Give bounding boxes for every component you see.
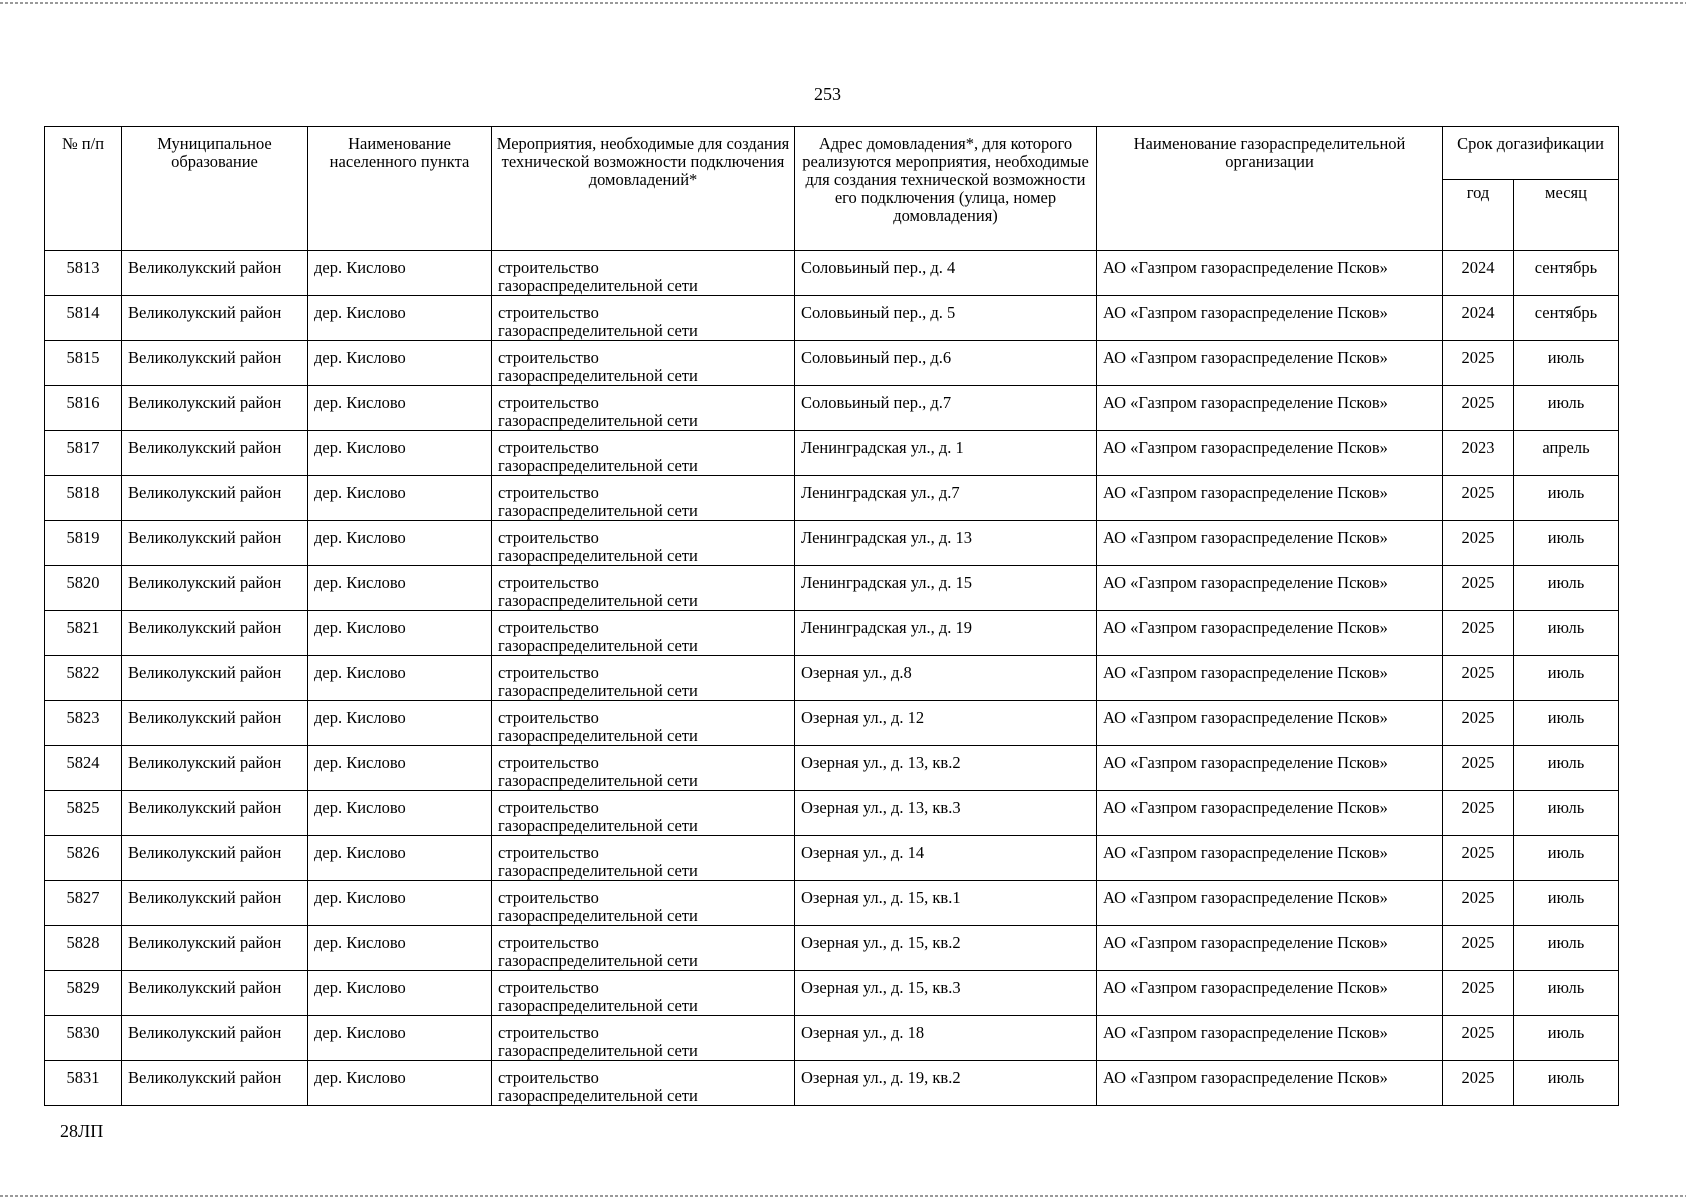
month-cell: июль (1514, 836, 1619, 881)
row-number: 5824 (45, 746, 122, 791)
organization-cell: АО «Газпром газораспределение Псков» (1097, 926, 1443, 971)
table-row (45, 431, 1619, 476)
table-row (45, 521, 1619, 566)
measure-line: строительство (498, 978, 599, 997)
month-cell: июль (1514, 341, 1619, 386)
header-organization: Наименование газораспределительной организации (1097, 127, 1443, 251)
measure-line: газораспределительной сети (498, 276, 698, 295)
year-cell: 2024 (1443, 296, 1514, 341)
month-cell: июль (1514, 656, 1619, 701)
month-cell: июль (1514, 521, 1619, 566)
measure-line: строительство (498, 1068, 599, 1087)
address-cell: Ленинградская ул., д. 19 (795, 611, 1097, 656)
measure-line: газораспределительной сети (498, 771, 698, 790)
measure-line: газораспределительной сети (498, 546, 698, 565)
year-cell: 2025 (1443, 521, 1514, 566)
year-cell: 2025 (1443, 566, 1514, 611)
organization-cell: АО «Газпром газораспределение Псков» (1097, 521, 1443, 566)
row-number: 5821 (45, 611, 122, 656)
row-number: 5813 (45, 251, 122, 296)
table-row (45, 341, 1619, 386)
row-number: 5820 (45, 566, 122, 611)
measure-line: строительство (498, 663, 599, 682)
measure-line: строительство (498, 708, 599, 727)
year-cell: 2025 (1443, 1061, 1514, 1106)
measure-line: газораспределительной сети (498, 816, 698, 835)
measure-line: строительство (498, 438, 599, 457)
table-row (45, 251, 1619, 296)
measure-line: строительство (498, 393, 599, 412)
year-cell: 2025 (1443, 881, 1514, 926)
table-row (45, 1061, 1619, 1106)
table-row (45, 791, 1619, 836)
scan-edge-bottom (0, 1195, 1686, 1197)
settlement-cell: дер. Кислово (308, 296, 492, 341)
measure-line: газораспределительной сети (498, 726, 698, 745)
year-cell: 2025 (1443, 926, 1514, 971)
address-cell: Соловьиный пер., д.7 (795, 386, 1097, 431)
municipality-cell: Великолукский район (122, 296, 308, 341)
measure-cell (492, 1016, 795, 1061)
month-cell: июль (1514, 476, 1619, 521)
footer-code: 28ЛП (60, 1121, 104, 1141)
municipality-cell: Великолукский район (122, 341, 308, 386)
month-cell: июль (1514, 611, 1619, 656)
table-row (45, 296, 1619, 341)
organization-cell: АО «Газпром газораспределение Псков» (1097, 296, 1443, 341)
organization-cell: АО «Газпром газораспределение Псков» (1097, 611, 1443, 656)
municipality-cell: Великолукский район (122, 881, 308, 926)
settlement-cell: дер. Кислово (308, 791, 492, 836)
measure-line: строительство (498, 483, 599, 502)
table-row (45, 566, 1619, 611)
month-cell: июль (1514, 791, 1619, 836)
measure-cell (492, 431, 795, 476)
measure-cell (492, 926, 795, 971)
measure-line: строительство (498, 573, 599, 592)
month-cell: июль (1514, 746, 1619, 791)
year-cell: 2023 (1443, 431, 1514, 476)
measure-line: строительство (498, 843, 599, 862)
month-cell: июль (1514, 1061, 1619, 1106)
measure-cell (492, 611, 795, 656)
measure-cell (492, 1061, 795, 1106)
settlement-cell: дер. Кислово (308, 251, 492, 296)
address-cell: Озерная ул., д. 13, кв.2 (795, 746, 1097, 791)
address-cell: Ленинградская ул., д. 15 (795, 566, 1097, 611)
address-cell: Озерная ул., д. 18 (795, 1016, 1097, 1061)
table-row (45, 836, 1619, 881)
year-cell: 2025 (1443, 971, 1514, 1016)
year-cell: 2025 (1443, 701, 1514, 746)
year-cell: 2024 (1443, 251, 1514, 296)
settlement-cell: дер. Кислово (308, 971, 492, 1016)
table-row (45, 611, 1619, 656)
municipality-cell: Великолукский район (122, 386, 308, 431)
year-cell: 2025 (1443, 386, 1514, 431)
municipality-cell: Великолукский район (122, 746, 308, 791)
measure-cell (492, 881, 795, 926)
measure-line: строительство (498, 798, 599, 817)
row-number: 5830 (45, 1016, 122, 1061)
settlement-cell: дер. Кислово (308, 656, 492, 701)
settlement-cell: дер. Кислово (308, 431, 492, 476)
measure-line: газораспределительной сети (498, 591, 698, 610)
row-number: 5818 (45, 476, 122, 521)
row-number: 5814 (45, 296, 122, 341)
measure-line: строительство (498, 753, 599, 772)
row-number: 5831 (45, 1061, 122, 1106)
month-cell: июль (1514, 701, 1619, 746)
header-num: № п/п (45, 127, 122, 251)
organization-cell: АО «Газпром газораспределение Псков» (1097, 566, 1443, 611)
address-cell: Озерная ул., д. 14 (795, 836, 1097, 881)
measure-line: газораспределительной сети (498, 411, 698, 430)
municipality-cell: Великолукский район (122, 926, 308, 971)
organization-cell: АО «Газпром газораспределение Псков» (1097, 1061, 1443, 1106)
month-cell: июль (1514, 1016, 1619, 1061)
municipality-cell: Великолукский район (122, 1061, 308, 1106)
measure-line: строительство (498, 1023, 599, 1042)
measure-cell (492, 656, 795, 701)
month-cell: июль (1514, 971, 1619, 1016)
municipality-cell: Великолукский район (122, 701, 308, 746)
header-deadline: Срок догазификации (1443, 127, 1619, 180)
municipality-cell: Великолукский район (122, 251, 308, 296)
table-body (45, 251, 1619, 1106)
municipality-cell: Великолукский район (122, 431, 308, 476)
address-cell: Озерная ул., д. 12 (795, 701, 1097, 746)
measure-cell (492, 386, 795, 431)
address-cell: Озерная ул., д. 15, кв.1 (795, 881, 1097, 926)
municipality-cell: Великолукский район (122, 476, 308, 521)
table-row (45, 926, 1619, 971)
municipality-cell: Великолукский район (122, 791, 308, 836)
table-row (45, 656, 1619, 701)
address-cell: Озерная ул., д. 19, кв.2 (795, 1061, 1097, 1106)
year-cell: 2025 (1443, 836, 1514, 881)
row-number: 5822 (45, 656, 122, 701)
table-row (45, 1016, 1619, 1061)
settlement-cell: дер. Кислово (308, 701, 492, 746)
measure-line: газораспределительной сети (498, 1041, 698, 1060)
measure-line: газораспределительной сети (498, 1086, 698, 1105)
address-cell: Ленинградская ул., д. 1 (795, 431, 1097, 476)
row-number: 5819 (45, 521, 122, 566)
row-number: 5825 (45, 791, 122, 836)
organization-cell: АО «Газпром газораспределение Псков» (1097, 476, 1443, 521)
measure-line: строительство (498, 528, 599, 547)
settlement-cell: дер. Кислово (308, 1016, 492, 1061)
settlement-cell: дер. Кислово (308, 836, 492, 881)
settlement-cell: дер. Кислово (308, 566, 492, 611)
row-number: 5827 (45, 881, 122, 926)
settlement-cell: дер. Кислово (308, 926, 492, 971)
address-cell: Ленинградская ул., д. 13 (795, 521, 1097, 566)
row-number: 5815 (45, 341, 122, 386)
measure-cell (492, 251, 795, 296)
row-number: 5828 (45, 926, 122, 971)
measure-line: строительство (498, 348, 599, 367)
measure-line: газораспределительной сети (498, 861, 698, 880)
header-address: Адрес домовладения*, для которого реализуются мероприятия, необходимые для создания технической возможности его подключения (улица, номер домовладения) (795, 127, 1097, 251)
month-cell: июль (1514, 926, 1619, 971)
address-cell: Соловьиный пер., д.6 (795, 341, 1097, 386)
year-cell: 2025 (1443, 791, 1514, 836)
table-row (45, 971, 1619, 1016)
address-cell: Ленинградская ул., д.7 (795, 476, 1097, 521)
municipality-cell: Великолукский район (122, 566, 308, 611)
table-row (45, 881, 1619, 926)
year-cell: 2025 (1443, 1016, 1514, 1061)
municipality-cell: Великолукский район (122, 521, 308, 566)
municipality-cell: Великолукский район (122, 971, 308, 1016)
month-cell: июль (1514, 881, 1619, 926)
measure-line: строительство (498, 303, 599, 322)
table-header (45, 127, 1619, 251)
measure-cell (492, 791, 795, 836)
settlement-cell: дер. Кислово (308, 746, 492, 791)
measure-line: газораспределительной сети (498, 681, 698, 700)
measure-cell (492, 971, 795, 1016)
month-cell: июль (1514, 566, 1619, 611)
month-cell: сентябрь (1514, 251, 1619, 296)
organization-cell: АО «Газпром газораспределение Псков» (1097, 791, 1443, 836)
organization-cell: АО «Газпром газораспределение Псков» (1097, 386, 1443, 431)
organization-cell: АО «Газпром газораспределение Псков» (1097, 656, 1443, 701)
organization-cell: АО «Газпром газораспределение Псков» (1097, 251, 1443, 296)
organization-cell: АО «Газпром газораспределение Псков» (1097, 971, 1443, 1016)
address-cell: Озерная ул., д. 15, кв.2 (795, 926, 1097, 971)
measure-cell (492, 566, 795, 611)
measure-cell (492, 521, 795, 566)
municipality-cell: Великолукский район (122, 836, 308, 881)
row-number: 5816 (45, 386, 122, 431)
header-measures: Мероприятия, необходимые для создания технической возможности подключения домовладений* (492, 127, 795, 251)
month-cell: сентябрь (1514, 296, 1619, 341)
month-cell: апрель (1514, 431, 1619, 476)
organization-cell: АО «Газпром газораспределение Псков» (1097, 881, 1443, 926)
row-number: 5817 (45, 431, 122, 476)
row-number: 5829 (45, 971, 122, 1016)
measure-line: строительство (498, 258, 599, 277)
address-cell: Озерная ул., д. 15, кв.3 (795, 971, 1097, 1016)
measure-line: газораспределительной сети (498, 501, 698, 520)
year-cell: 2025 (1443, 656, 1514, 701)
measure-line: строительство (498, 933, 599, 952)
measure-line: газораспределительной сети (498, 906, 698, 925)
measure-line: газораспределительной сети (498, 456, 698, 475)
row-number: 5823 (45, 701, 122, 746)
table-row (45, 701, 1619, 746)
scan-edge-top (0, 2, 1686, 4)
table-row (45, 386, 1619, 431)
settlement-cell: дер. Кислово (308, 611, 492, 656)
table-row (45, 476, 1619, 521)
address-cell: Соловьиный пер., д. 4 (795, 251, 1097, 296)
measure-cell (492, 746, 795, 791)
organization-cell: АО «Газпром газораспределение Псков» (1097, 746, 1443, 791)
address-cell: Озерная ул., д.8 (795, 656, 1097, 701)
measure-line: газораспределительной сети (498, 951, 698, 970)
organization-cell: АО «Газпром газораспределение Псков» (1097, 431, 1443, 476)
measure-line: газораспределительной сети (498, 996, 698, 1015)
header-municipality: Муниципальное образование (122, 127, 308, 251)
table-row (45, 746, 1619, 791)
measure-cell (492, 836, 795, 881)
organization-cell: АО «Газпром газораспределение Псков» (1097, 1016, 1443, 1061)
settlement-cell: дер. Кислово (308, 341, 492, 386)
year-cell: 2025 (1443, 476, 1514, 521)
measure-line: газораспределительной сети (498, 321, 698, 340)
year-cell: 2025 (1443, 341, 1514, 386)
measure-cell (492, 476, 795, 521)
measure-line: газораспределительной сети (498, 366, 698, 385)
measure-line: строительство (498, 888, 599, 907)
municipality-cell: Великолукский район (122, 611, 308, 656)
organization-cell: АО «Газпром газораспределение Псков» (1097, 341, 1443, 386)
address-cell: Озерная ул., д. 13, кв.3 (795, 791, 1097, 836)
header-year: год (1443, 180, 1514, 251)
measure-line: газораспределительной сети (498, 636, 698, 655)
address-cell: Соловьиный пер., д. 5 (795, 296, 1097, 341)
organization-cell: АО «Газпром газораспределение Псков» (1097, 836, 1443, 881)
header-month: месяц (1514, 180, 1619, 251)
municipality-cell: Великолукский район (122, 656, 308, 701)
settlement-cell: дер. Кислово (308, 1061, 492, 1106)
measure-cell (492, 341, 795, 386)
gasification-table (44, 126, 1619, 1106)
month-cell: июль (1514, 386, 1619, 431)
settlement-cell: дер. Кислово (308, 476, 492, 521)
page-number: 253 (814, 84, 841, 104)
settlement-cell: дер. Кислово (308, 521, 492, 566)
settlement-cell: дер. Кислово (308, 881, 492, 926)
year-cell: 2025 (1443, 746, 1514, 791)
settlement-cell: дер. Кислово (308, 386, 492, 431)
municipality-cell: Великолукский район (122, 1016, 308, 1061)
measure-cell (492, 296, 795, 341)
measure-line: строительство (498, 618, 599, 637)
organization-cell: АО «Газпром газораспределение Псков» (1097, 701, 1443, 746)
header-settlement: Наименование населенного пункта (308, 127, 492, 251)
row-number: 5826 (45, 836, 122, 881)
year-cell: 2025 (1443, 611, 1514, 656)
measure-cell (492, 701, 795, 746)
